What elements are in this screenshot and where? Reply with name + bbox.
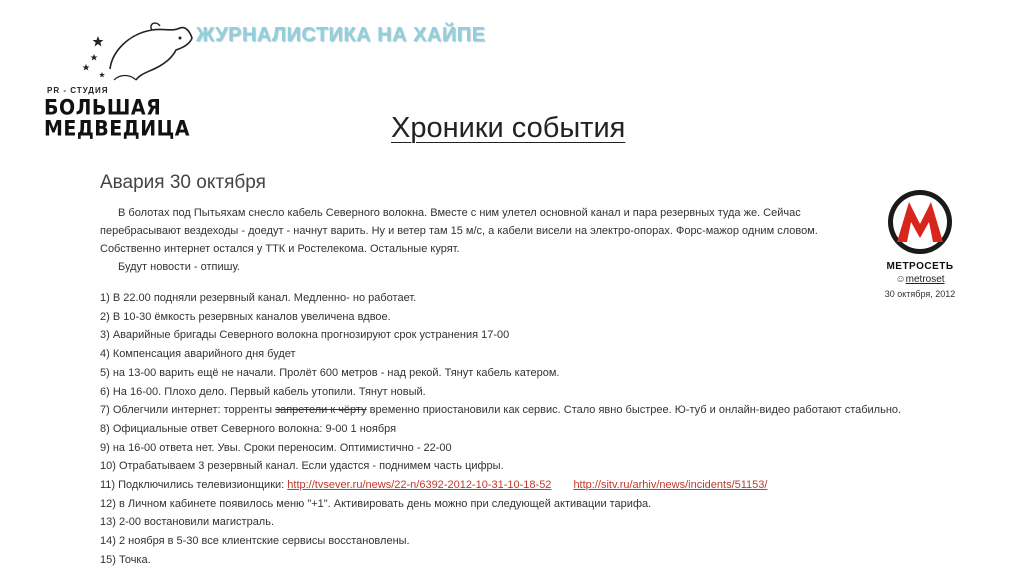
intro-paragraph: Будут новости - отпишу. (118, 261, 240, 273)
logo-brand-line1: БОЛЬШАЯ (44, 95, 162, 120)
news-item: 4) Компенсация аварийного дня будет (100, 348, 296, 361)
news-list (100, 289, 980, 570)
news-item: 13) 2-00 востановили магистраль. (100, 516, 275, 529)
logo-studio-label: PR - СТУДИЯ (47, 86, 109, 95)
news-item: 5) на 13-00 варить ещё не начали. Пролёт 600 метров - над рекой. Тянут кабель катером. (100, 366, 560, 379)
user-icon: ☺ (895, 274, 906, 285)
studio-logo (40, 14, 200, 141)
news-item: 8) Официальные ответ Северного волокна: 9-00 1 ноября (100, 422, 397, 435)
news-item (100, 476, 980, 495)
news-item (100, 401, 980, 420)
post-date: 30 октября, 2012 (884, 289, 956, 299)
struck-text: запретели к чёрту (275, 404, 367, 417)
forum-post (100, 172, 980, 581)
news-item-text: 11) Подключились телевизионщики: (100, 479, 288, 492)
header-title: ЖУРНАЛИСТИКА НА ХАЙПЕ (196, 24, 486, 46)
metro-logo-icon (877, 186, 963, 256)
news-item-text: 7) Облегчили интернет: торренты (100, 404, 276, 417)
news-item: 9) на 16-00 ответа нет. Увы. Сроки переносим. Оптимистично - 22-00 (100, 441, 452, 454)
post-intro (100, 204, 880, 276)
news-item: 10) Отрабатываем 3 резервный канал. Если удастся - поднимем часть цифры. (100, 460, 504, 473)
news-item: 1) В 22.00 подняли резервный канал. Медленно- но работает. (100, 292, 417, 304)
news-item: 2) В 10-30 ёмкость резервных каналов увеличена вдвое. (100, 310, 391, 323)
news-item-text: временно приостановили как сервис. Стало явно быстрее. Ю-туб и онлайн-видео работают стабильно. (366, 404, 902, 417)
author-username[interactable]: ☺metroset (895, 274, 945, 285)
slide-title: Хроники события (391, 112, 626, 144)
stars-icon (83, 36, 106, 77)
sitv-link[interactable]: http://sitv.ru/arhiv/news/incidents/51153/ (573, 479, 768, 492)
tvsever-link[interactable]: http://tvsever.ru/news/22-n/6392-2012-10-31-10-18-52 (287, 479, 552, 492)
news-item: 6) На 16-00. Плохо дело. Первый кабель утопили. Тянут новый. (100, 385, 426, 398)
post-title: Авария 30 октября (100, 172, 266, 193)
bear-icon (40, 14, 200, 94)
news-item: 3) Аварийные бригады Северного волокна прогнозируют срок устранения 17-00 (100, 329, 510, 342)
author-card (870, 186, 970, 299)
news-item: 14) 2 ноября в 5-30 все клиентские сервисы восстановлены. (100, 535, 410, 548)
logo-brand-line2: МЕДВЕДИЦА (44, 116, 190, 141)
news-item: 12) в Личном кабинете появилось меню "+1". Активировать день можно при следующей активации тарифа. (100, 497, 652, 510)
news-item: 15) Точка. (100, 553, 151, 566)
author-brand: МЕТРОСЕТЬ (886, 261, 954, 272)
logo-brand-name (44, 95, 190, 141)
intro-paragraph: В болотах под Пытьяхам снесло кабель Северного волокна. Вместе с ним улетел основной канал и пара резервных туда же. Сейчас перебрасывают вездеходы - доедут - начнут варить. Ну и ветер там 15 м/с, а кабели висели на электро-опорах. Форс-мажор одним словом. Собственно интернет остался у ТТК и Ростелекома. Остальные курят. (100, 207, 818, 255)
